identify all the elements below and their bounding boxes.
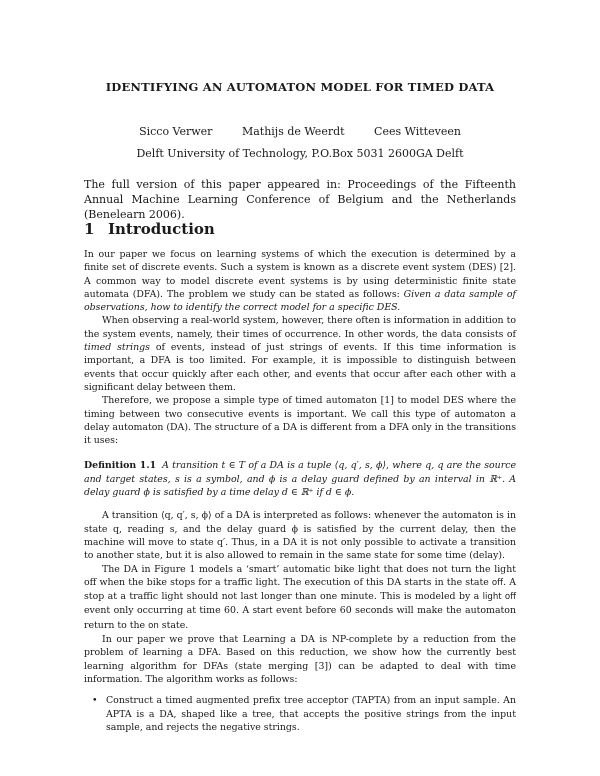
author-list (0, 125, 600, 138)
text-run: state. (158, 619, 189, 631)
state-label: on (148, 620, 159, 631)
event-label: start (252, 606, 273, 617)
paragraph (84, 314, 516, 394)
state-label: off (491, 577, 504, 588)
text-run: of events, instead of just strings of events. If this time information is important, a DFA is too limited. For example, it is impossible to distinguish between events that occur quickly after each other, and events that occur after each other with a significant delay between them. (84, 342, 517, 393)
text-run: event only occurring at time 60. A (84, 605, 253, 617)
paragraph: Therefore, we propose a simple type of timed automaton [1] to model DES where the timing between two consecutive events is important. We call this type of automaton a delay automaton (DA). The structure of a DA is different from a DFA only in the transitions it uses: (84, 395, 516, 447)
section-title: Introduction (108, 220, 215, 238)
text-run-italic: Given a data sample of observations, how to identify the correct model for a specific DES. (84, 288, 516, 314)
section-number: 1 (84, 220, 95, 238)
event-label: light off (482, 592, 516, 603)
publication-note: The full version of this paper appeared in: Proceedings of the Fifteenth Annual Machine Learning Conference of Belgium and the Netherlands (Benelearn 2006). (84, 178, 516, 221)
definition-block (84, 459, 516, 499)
author-name: Sicco Verwer (139, 125, 213, 138)
text-run-italic: timed strings (84, 342, 150, 354)
section-heading (84, 220, 215, 238)
definition-label: Definition 1.1 (84, 460, 157, 472)
paragraph: A transition ⟨q, q′, s, ϕ⟩ of a DA is interpreted as follows: whenever the automaton is in state q, reading s, and the delay guard ϕ is satisfied by the current delay, then the machine will move to state q′. Thus, in a DA it is not only possible to activate a transition to another state, but it is also allowed to remain in the same state for some time (delay). (84, 510, 516, 562)
body-text (84, 248, 516, 734)
bullet-text: Construct a timed augmented prefix tree acceptor (TAPTA) from an input sample. An APTA is a DA, shaped like a tree, that accepts the positive strings from the input sample, and rejects the negative strings. (106, 695, 516, 733)
text-run: In our paper we focus on learning systems of which the execution is determined by a finite set of discrete events. Such a system is known as a discrete event system (DES) [2]. A common way to model discrete event systems is by using deterministic finite state automata (DFA). The problem we study can be stated as follows: (84, 249, 516, 300)
author-name: Cees Witteveen (374, 125, 461, 138)
text-run: event before 60 seconds will make the automaton return to the (84, 605, 516, 631)
bullet-icon: • (92, 695, 98, 707)
definition-text: A transition t ∈ T of a DA is a tuple ⟨q, q′, s, ϕ⟩, where q, q are the source and target states, s is a symbol, and ϕ is a delay guard defined by an interval in ℝ⁺. A delay guard ϕ is satisfied by a time delay d ∈ ℝ⁺ if d ∈ ϕ. (84, 460, 516, 499)
affiliation: Delft University of Technology, P.O.Box 5031 2600GA Delft (136, 147, 464, 160)
bullet-item (84, 694, 516, 734)
text-run: When observing a real-world system, however, there often is information in addition to the system events, namely, their times of occurrence. In other words, the data consists of (84, 315, 516, 340)
text-run: . A stop at a traffic light should not last longer than one minute. This is modeled by a (84, 576, 516, 603)
paper-title: IDENTIFYING AN AUTOMATON MODEL FOR TIMED DATA (105, 80, 495, 94)
paragraph: In our paper we prove that Learning a DA is NP-complete by a reduction from the problem of learning a DFA. Based on this reduction, we show how the currently best learning algorithm for DFAs (state merging [3]) can be adapted to deal with time information. The algorithm works as follows: (84, 634, 516, 685)
paragraph (84, 248, 516, 314)
author-name: Mathijs de Weerdt (241, 125, 345, 138)
text-run: The DA in Figure 1 models a ‘smart’ automatic bike light that does not turn the light off when the bike stops for a traffic light. The execution of this DA starts in the state (84, 563, 516, 588)
paragraph (84, 563, 516, 633)
